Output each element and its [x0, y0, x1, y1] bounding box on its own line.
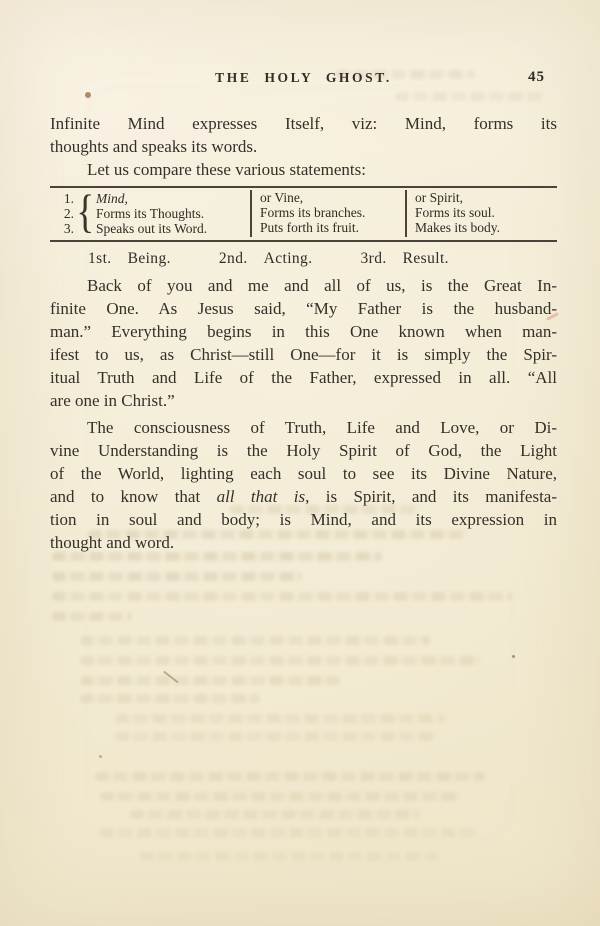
table-cell: Speaks out its Word.: [96, 221, 208, 236]
summary-word: Acting.: [263, 250, 313, 267]
bleed-through-line: [80, 676, 340, 685]
summary-pair: [219, 249, 313, 269]
text-line: The consciousness of Truth, Life and Love, or Di-: [87, 418, 557, 437]
paragraph-consciousness: [50, 416, 557, 554]
table-cell: Makes its body.: [415, 220, 500, 235]
text-line: ifest to us, as Christ—still One—for it is simply the Spir-: [50, 345, 557, 364]
table-cell: or Spirit,: [415, 190, 464, 205]
text-line: and to know that all that is, is Spirit, and its manifesta-: [50, 487, 557, 506]
text-line: vine Understanding is the Holy Spirit of God, the Light: [50, 441, 557, 460]
row-number: 1.: [63, 191, 74, 206]
bleed-through-line: [95, 772, 485, 781]
lead-in-line: Let us compare these various statements:: [87, 160, 366, 179]
table-cell: Forms its soul.: [415, 205, 495, 220]
text-line: of the World, lighting each soul to see its Divine Nature,: [50, 464, 557, 483]
running-header: [50, 69, 557, 86]
bleed-through-line: [130, 810, 420, 819]
bleed-through-line: [52, 572, 302, 581]
paragraph-intro: [50, 112, 557, 158]
bleed-through-line: [115, 732, 435, 741]
summary-line: [50, 249, 557, 269]
text-line: itual Truth and Life of the Father, expressed in all. “All: [50, 368, 557, 387]
text-line: Infinite Mind expresses Itself, viz: Mind, forms its: [50, 114, 557, 133]
paragraph-great-infinite: [50, 274, 557, 412]
table-cell: or Vine,: [260, 190, 304, 205]
table-column-mind: [50, 186, 250, 238]
paper-speck: [99, 755, 102, 758]
bleed-through-line: [115, 714, 445, 723]
table-cell: Forms its Thoughts.: [96, 206, 205, 221]
page-title: THE HOLY GHOST.: [215, 70, 392, 85]
bleed-through-line: [80, 656, 480, 665]
page-number: 45: [528, 69, 545, 85]
summary-pair: [361, 249, 449, 269]
bleed-through-line: [80, 694, 260, 703]
text-line: are one in Christ.”: [50, 391, 175, 410]
bleed-through-line: [80, 636, 430, 645]
bleed-through-line: [100, 792, 460, 801]
ordinal: 1st.: [88, 250, 112, 267]
text-line: man.” Everything begins in this One known when man-: [50, 322, 557, 341]
summary-pair: [88, 249, 171, 269]
bleed-through-line: [52, 592, 512, 601]
summary-word: Result.: [402, 250, 449, 267]
bleed-through-line: [52, 612, 132, 621]
paper-speck: [512, 655, 515, 658]
row-number: 3.: [63, 221, 74, 236]
text-line: thoughts and speaks its words.: [50, 137, 258, 156]
text-line: thought and word.: [50, 533, 175, 552]
text-line: Back of you and me and all of us, is the Great In-: [87, 276, 557, 295]
ordinal: 3rd.: [360, 250, 387, 267]
summary-word: Being.: [127, 250, 171, 267]
table-cell: Forms its branches.: [260, 205, 366, 220]
text-line: tion in soul and body; is Mind, and its expression in: [50, 510, 557, 529]
table-column-spirit: [405, 190, 557, 237]
text-line: finite One. As Jesus said, “My Father is the husband-: [50, 299, 557, 318]
text-block: [50, 0, 557, 554]
bleed-through-line: [140, 852, 440, 861]
bleed-through-line: [100, 828, 480, 837]
table-column-vine: [250, 190, 405, 237]
comparison-table: [50, 186, 557, 242]
table-cell: Puts forth its fruit.: [260, 220, 360, 235]
table-cell: Mind,: [96, 191, 128, 206]
row-number: 2.: [63, 206, 74, 221]
brace-glyph: {: [75, 186, 95, 238]
table-row-numbers: [50, 190, 74, 237]
ordinal: 2nd.: [218, 250, 248, 267]
